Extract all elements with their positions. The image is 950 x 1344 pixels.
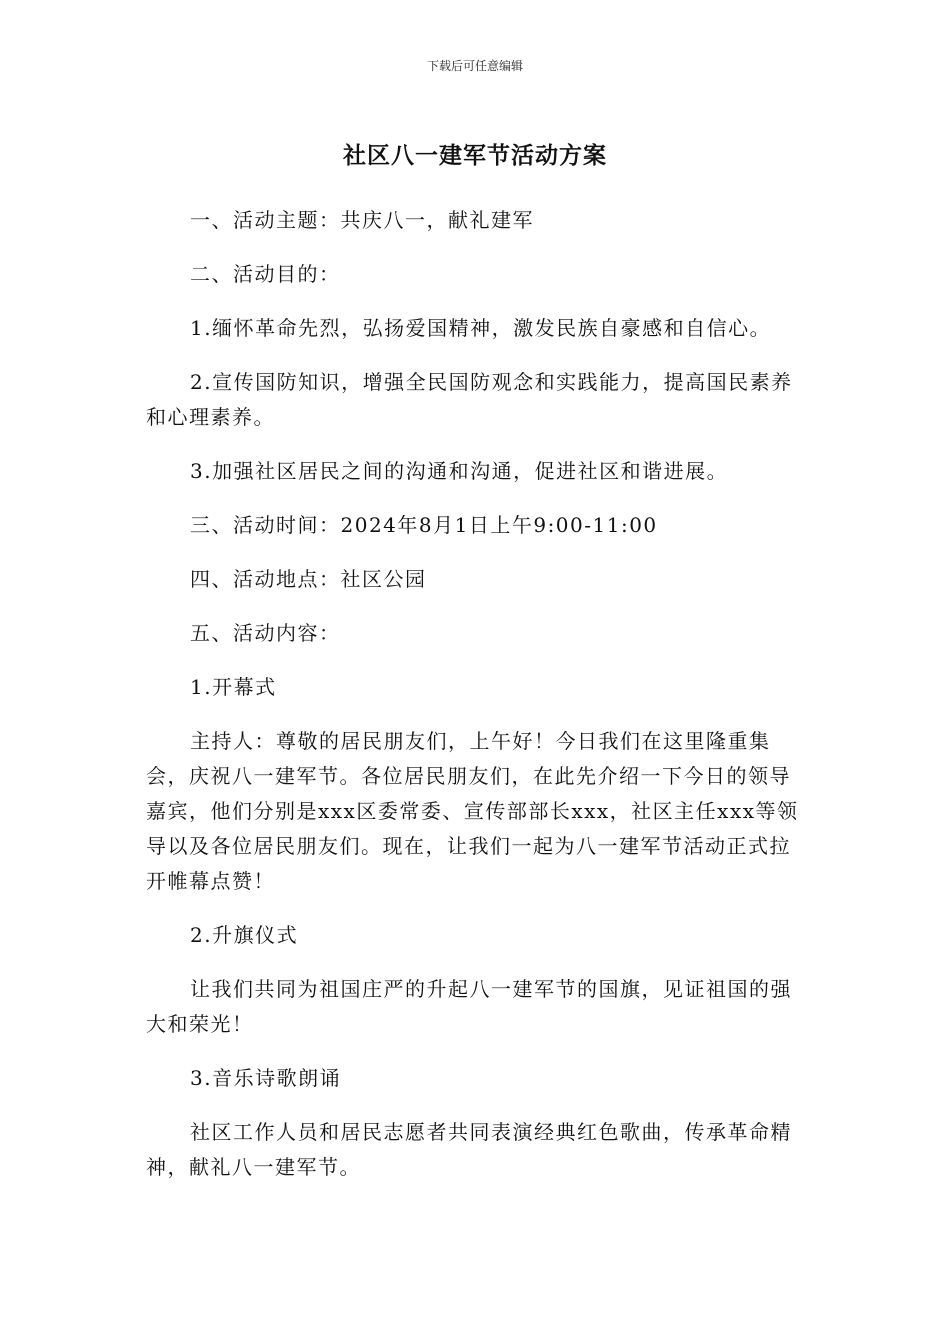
purpose-item-1: 1.缅怀革命先烈，弘扬爱国精神，激发民族自豪感和自信心。 [190,316,772,340]
purpose-item-3: 3.加强社区居民之间的沟通和沟通，促进社区和谐进展。 [190,459,729,483]
section-purpose-heading: 二、活动目的： [190,262,341,286]
content-item-flag-heading: 2.升旗仪式 [190,923,299,947]
content-item-poetry-text: 社区工作人员和居民志愿者共同表演经典红色歌曲，传承革命精神，献礼八一建军节。 [146,1120,792,1179]
section-location: 四、活动地点：社区公园 [190,567,427,591]
content-item-poetry-heading: 3.音乐诗歌朗诵 [190,1066,342,1090]
content-item-opening-heading: 1.开幕式 [190,675,277,699]
content-item-opening-text: 主持人：尊敬的居民朋友们，上午好！今日我们在这里隆重集会，庆祝八一建军节。各位居民朋友们，在此先介绍一下今日的领导嘉宾，他们分别是xxx区委常委、宣传部部长xxx，社区主任xxx等领导以及各位居民朋友们。现在，让我们一起为八一建军节活动正式拉开帷幕点赞！ [146,729,799,893]
document-body [146,203,802,1185]
content-item-flag-text: 让我们共同为祖国庄严的升起八一建军节的国旗，见证祖国的强大和荣光！ [146,977,792,1036]
section-theme: 一、活动主题：共庆八一，献礼建军 [190,208,534,232]
purpose-item-2: 2.宣传国防知识，增强全民国防观念和实践能力，提高国民素养和心理素养。 [146,370,793,429]
section-content-heading: 五、活动内容： [190,621,341,645]
section-time: 三、活动时间：2024年8月1日上午9:00-11:00 [190,513,658,537]
document-title: 社区八一建军节活动方案 [343,143,607,169]
page-header-note: 下载后可任意编辑 [426,59,523,73]
